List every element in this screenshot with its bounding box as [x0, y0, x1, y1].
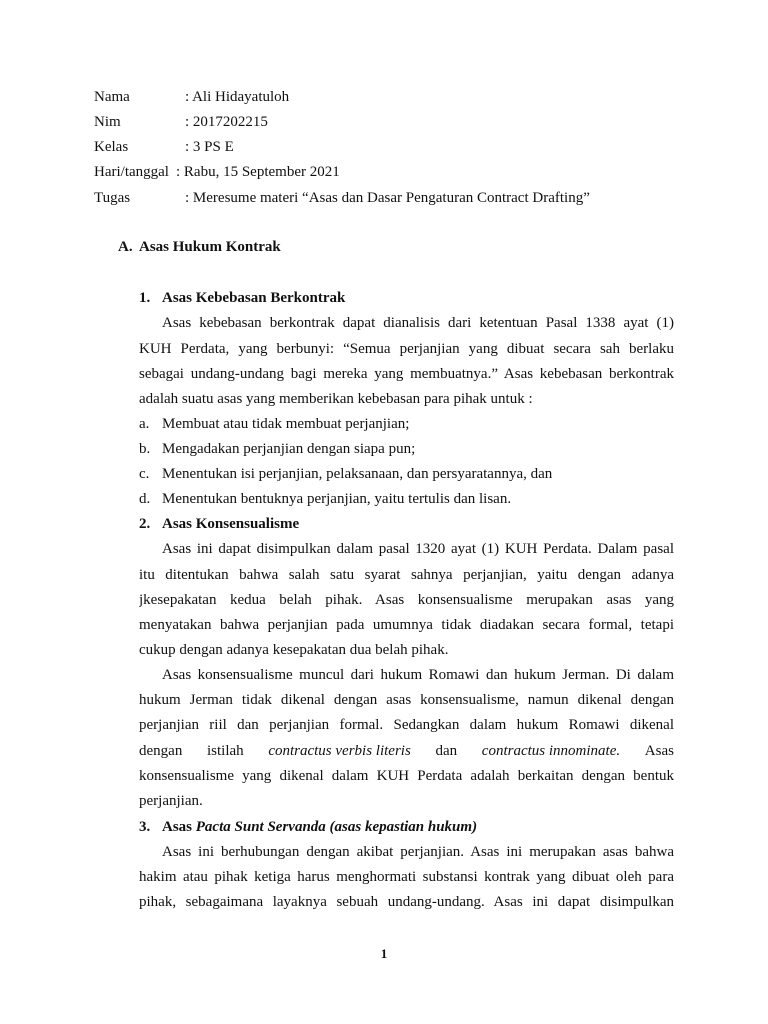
item-1-marker: 1.: [139, 290, 151, 306]
item-2-marker: 2.: [139, 516, 151, 532]
term-contractus-verbis-literis: contractus verbis literis: [268, 743, 411, 759]
item-1-para-line-4: adalah suatu asas yang memberikan kebebasan para pihak untuk :: [139, 391, 533, 407]
item-2-para2-line-5: konsensualisme yang dikenal dalam KUH Perdata adalah berkaitan dengan bentuk: [139, 768, 674, 784]
word-istilah: istilah: [206, 743, 244, 759]
section-a-title: Asas Hukum Kontrak: [139, 239, 281, 255]
item-2-para1-line-5: cukup dengan adanya kesepakatan dua belah pihak.: [139, 642, 449, 658]
item-3-title-italic: Pacta Sunt Servanda (asas kepastian hukum): [195, 819, 478, 835]
word-dengan: dengan: [139, 743, 183, 759]
item-2-para2-line-2: hukum Jerman tidak dikenal dengan asas konsensualisme, namun dikenal dengan: [139, 692, 674, 708]
item-2-para1-line-4: menyatakan bahwa perjanjian pada umumnya tidak diadakan secara formal, tetapi: [139, 617, 674, 633]
header-label-nama: Nama: [94, 89, 130, 105]
page-number: 1: [380, 946, 388, 961]
item-2-para1-line-2: itu ditentukan bahwa salah satu syarat sahnya perjanjian, yaitu dengan adanya: [139, 567, 674, 583]
section-a-marker: A.: [118, 239, 133, 255]
item-2-para2-line-1: Asas konsensualisme muncul dari hukum Romawi dan hukum Jerman. Di dalam: [162, 667, 674, 683]
term-contractus-innominate: contractus innominate.: [481, 743, 621, 759]
header-value-kelas: : 3 PS E: [185, 139, 234, 155]
list-marker-a: a.: [139, 416, 150, 432]
list-item-b: Mengadakan perjanjian dengan siapa pun;: [162, 441, 416, 457]
item-2-para1-line-3: jkesepakatan kedua belah pihak. Asas konsensualisme merupakan asas yang: [139, 592, 674, 608]
list-marker-c: c.: [139, 466, 150, 482]
item-1-title: Asas Kebebasan Berkontrak: [162, 290, 346, 306]
header-label-nim: Nim: [94, 114, 121, 130]
list-item-c: Menentukan isi perjanjian, pelaksanaan, dan persyaratannya, dan: [162, 466, 553, 482]
header-value-nim: : 2017202215: [185, 114, 268, 130]
list-item-d: Menentukan bentuknya perjanjian, yaitu tertulis dan lisan.: [162, 491, 512, 507]
item-1-para-line-3: sebagai undang-undang bagi mereka yang membuatnya.” Asas kebebasan berkontrak: [139, 366, 674, 382]
list-marker-b: b.: [139, 441, 151, 457]
item-2-para2-line-3: perjanjian riil dan perjanjian formal. Sedangkan dalam hukum Romawi dikenal: [139, 717, 674, 733]
header-value-tugas: : Meresume materi “Asas dan Dasar Pengaturan Contract Drafting”: [185, 190, 590, 206]
word-dan: dan: [435, 743, 458, 759]
header-value-nama: : Ali Hidayatuloh: [185, 89, 290, 105]
item-3-para-line-3: pihak, sebagaimana layaknya sebuah undang-undang. Asas ini dapat disimpulkan: [139, 894, 674, 910]
item-1-para-line-2: KUH Perdata, yang berbunyi: “Semua perjanjian yang dibuat secara sah berlaku: [139, 341, 674, 357]
item-3-marker: 3.: [139, 819, 151, 835]
list-item-a: Membuat atau tidak membuat perjanjian;: [162, 416, 410, 432]
item-3-para-line-1: Asas ini berhubungan dengan akibat perjanjian. Asas ini merupakan asas bahwa: [162, 844, 674, 860]
item-3-title-plain: Asas: [162, 819, 196, 835]
header-value-hari-tanggal: : Rabu, 15 September 2021: [176, 164, 340, 180]
item-3-title: [162, 817, 477, 837]
item-2-title: Asas Konsensualisme: [162, 516, 300, 532]
item-2-para2-line-4: [139, 741, 674, 761]
item-1-para-line-1: Asas kebebasan berkontrak dapat dianalisis dari ketentuan Pasal 1338 ayat (1): [162, 315, 674, 331]
word-asas: Asas: [644, 743, 674, 759]
item-3-para-line-2: hakim atau pihak ketiga harus menghormati substansi kontrak yang dibuat oleh para: [139, 869, 674, 885]
item-2-para2-line-6: perjanjian.: [139, 793, 203, 809]
header-label-kelas: Kelas: [94, 139, 129, 155]
header-label-hari-tanggal: Hari/tanggal: [94, 164, 169, 180]
list-marker-d: d.: [139, 491, 151, 507]
header-label-tugas: Tugas: [94, 190, 131, 206]
item-2-para1-line-1: Asas ini dapat disimpulkan dalam pasal 1320 ayat (1) KUH Perdata. Dalam pasal: [162, 541, 674, 557]
